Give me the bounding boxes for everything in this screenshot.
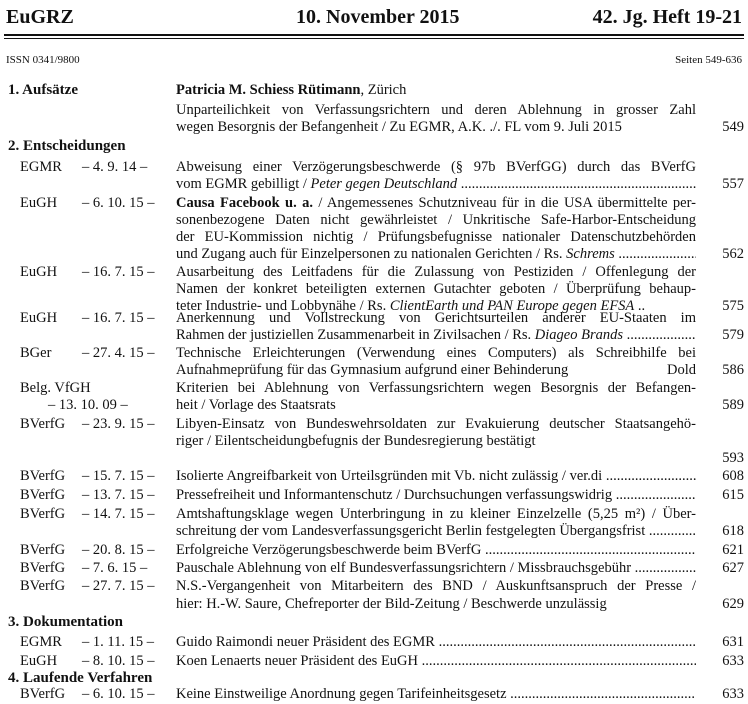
entry-line: sonenbezogene Daten nicht gewährleistet / Unkritische Safe-Harbor-Entscheidung xyxy=(176,212,696,228)
entry-line: Pressefreiheit und Informantenschutz / Durchsuchungen verfassungswidrig ..... xyxy=(176,487,696,504)
page-number: 579 xyxy=(722,327,744,343)
court-name: EuGH xyxy=(20,264,58,280)
entry-line: N.S.-Vergangenheit von Mitarbeitern des BND / Auskunftsanspruch der Presse / xyxy=(176,578,696,594)
court-name: EGMR xyxy=(20,634,62,650)
page-number: 633 xyxy=(722,686,744,702)
decision-date: – 8. 10. 15 – xyxy=(82,653,155,669)
decision-date: – 16. 7. 15 – xyxy=(82,310,155,326)
decision-date: – 6. 10. 15 – xyxy=(82,686,155,702)
article-title-line: wegen Besorgnis der Befangenheit / Zu EGMR, A.K. ./. FL vom 9. Juli 2015 xyxy=(176,119,622,135)
page-range: Seiten 549-636 xyxy=(675,54,742,66)
entry-line: hier: H.-W. Saure, Chefreporter der Bild-Zeitung / Beschwerde unzulässig xyxy=(176,596,607,612)
entry-line: Pauschale Ablehnung von elf Bundesverfassungsrichtern / Missbrauchsgebühr ..... xyxy=(176,560,696,577)
entry-line: Koen Lenaerts neuer Präsident des EuGH ..... xyxy=(176,653,696,670)
page-number: 549 xyxy=(722,119,744,135)
entry-line: Guido Raimondi neuer Präsident des EGMR ..... xyxy=(176,634,696,651)
decision-date: – 27. 7. 15 – xyxy=(82,578,155,594)
article-title-line: Unparteilichkeit von Verfassungsrichtern und deren Ablehnung in grosser Zahl xyxy=(176,102,696,118)
journal-name: EuGRZ xyxy=(6,6,74,28)
entry-line: Causa Facebook u. a. / Angemessenes Schutzniveau für in die USA übermittelte per- xyxy=(176,195,696,211)
section-heading-dokumentation: 3. Dokumentation xyxy=(8,614,124,630)
section-heading-aufsaetze: 1. Aufsätze xyxy=(8,82,78,98)
decision-date: – 16. 7. 15 – xyxy=(82,264,155,280)
entry-line: Kriterien bei Ablehnung von Verfassungsrichtern wegen Besorgnis der Befangen- xyxy=(176,380,696,396)
entry-line: vom EGMR gebilligt / Peter gegen Deutschland ..... xyxy=(176,176,696,193)
entry-line: Isolierte Angreifbarkeit von Urteilsgründen mit Vb. nicht zulässig / ver.di ..... xyxy=(176,468,696,485)
court-name: EuGH xyxy=(20,310,58,326)
author-name: Patricia M. Schiess Rütimann xyxy=(176,82,361,98)
author-place: , Zürich xyxy=(360,82,407,98)
court-name: BVerfG xyxy=(20,686,66,702)
case-name: Peter gegen Deutschland xyxy=(310,176,458,192)
entry-line: Keine Einstweilige Anordnung gegen Tarifeinheitsgesetz ..... xyxy=(176,686,696,703)
court-name: BGer xyxy=(20,345,52,361)
court-name: Belg. VfGH xyxy=(20,380,91,396)
entry-line: der EU-Kommission nichtig / Prüfungsbefugnisse nationaler Datenschutzbehörden xyxy=(176,229,696,245)
case-name: Diageo Brands xyxy=(534,327,624,343)
court-name: EuGH xyxy=(20,195,58,211)
issue-number: 42. Jg. Heft 19-21 xyxy=(592,6,742,28)
case-name: ClientEarth und PAN Europe gegen EFSA xyxy=(389,298,635,314)
entry-line: riger / Eilentscheidungbefugnis der Bundesregierung bestätigt xyxy=(176,433,536,449)
decision-date: – 13. 10. 09 – xyxy=(48,397,128,413)
decision-date: – 1. 11. 15 – xyxy=(82,634,154,650)
court-name: EuGH xyxy=(20,653,58,669)
section-heading-laufende-verfahren: 4. Laufende Verfahren xyxy=(8,670,153,686)
page-number: 589 xyxy=(722,397,744,413)
entry-line: heit / Vorlage des Staatsrats xyxy=(176,397,336,413)
court-name: BVerfG xyxy=(20,487,66,503)
page-number: 629 xyxy=(722,596,744,612)
page-number: 575 xyxy=(722,298,744,314)
entry-line: Ausarbeitung des Leitfadens für die Zulassung von Pestiziden / Offenlegung der xyxy=(176,264,696,280)
decision-date: – 20. 8. 15 – xyxy=(82,542,155,558)
page-number: 627 xyxy=(722,560,744,576)
page-number: 618 xyxy=(722,523,744,539)
court-name: BVerfG xyxy=(20,542,66,558)
entry-line: Abweisung einer Verzögerungsbeschwerde (§ 97b BVerfGG) durch das BVerfG xyxy=(176,159,696,175)
court-name: BVerfG xyxy=(20,468,66,484)
entry-line: Anerkennung und Vollstreckung von Gerichtsurteilen anderer EU-Staaten im xyxy=(176,310,696,326)
entry-line: schreitung der vom Landesverfassungsgericht Berlin festgelegten Übergangsfrist ..... xyxy=(176,523,696,540)
page-number: 621 xyxy=(722,542,744,558)
decision-date: – 6. 10. 15 – xyxy=(82,195,155,211)
page-number: 633 xyxy=(722,653,744,669)
court-name: BVerfG xyxy=(20,416,66,432)
decision-date: – 7. 6. 15 – xyxy=(82,560,148,576)
decision-date: – 27. 4. 15 – xyxy=(82,345,155,361)
article-author xyxy=(176,82,406,99)
page-number: 557 xyxy=(722,176,744,192)
entry-line: Aufnahmeprüfung für das Gymnasium aufgrund einer Behinderung Dold xyxy=(176,362,696,378)
court-name: EGMR xyxy=(20,159,62,175)
decision-date: – 15. 7. 15 – xyxy=(82,468,155,484)
page-number: 615 xyxy=(722,487,744,503)
entry-line: teter Industrie- und Lobbynähe / Rs. ClientEarth und PAN Europe gegen EFSA .. xyxy=(176,298,646,314)
page-number: 608 xyxy=(722,468,744,484)
court-name: BVerfG xyxy=(20,560,66,576)
page-number: 593 xyxy=(722,450,744,466)
decision-date: – 13. 7. 15 – xyxy=(82,487,155,503)
entry-line: Rahmen der justiziellen Zusammenarbeit in Zivilsachen / Rs. Diageo Brands ..... xyxy=(176,327,696,344)
section-heading-entscheidungen: 2. Entscheidungen xyxy=(8,138,126,154)
masthead xyxy=(6,6,742,32)
header-rule-top xyxy=(4,34,744,36)
decision-date: – 23. 9. 15 – xyxy=(82,416,155,432)
entry-line: Libyen-Einsatz von Bundeswehrsoldaten zur Evakuierung deutscher Staatsangehö- xyxy=(176,416,696,432)
page-number: 562 xyxy=(722,246,744,262)
issue-date: 10. November 2015 xyxy=(296,6,460,28)
annotator-name: Dold xyxy=(663,362,696,379)
entry-line: Amtshaftungsklage wegen Unterbringung in zu kleiner Einzelzelle (5,25 m²) / Über- xyxy=(176,506,696,522)
page-number: 586 xyxy=(722,362,744,378)
decision-date: – 14. 7. 15 – xyxy=(82,506,155,522)
entry-line: und Zugang auch für Einzelpersonen zu nationalen Gerichten / Rs. Schrems ..... xyxy=(176,246,696,263)
issn: ISSN 0341/9800 xyxy=(6,54,80,66)
decision-date: – 4. 9. 14 – xyxy=(82,159,148,175)
header-rule-bottom xyxy=(4,38,744,39)
case-name: Schrems xyxy=(566,246,615,262)
entry-line: Namen der konkret beteiligten externen Gutachter geboten / Überprüfung behaup- xyxy=(176,281,696,297)
court-name: BVerfG xyxy=(20,578,66,594)
entry-line: Technische Erleichterungen (Verwendung eines Computers) als Schreibhilfe bei xyxy=(176,345,696,361)
entry-line: Erfolgreiche Verzögerungsbeschwerde beim BVerfG ..... xyxy=(176,542,696,559)
case-title: Causa Facebook u. a. xyxy=(176,195,313,211)
page-number: 631 xyxy=(722,634,744,650)
court-name: BVerfG xyxy=(20,506,66,522)
